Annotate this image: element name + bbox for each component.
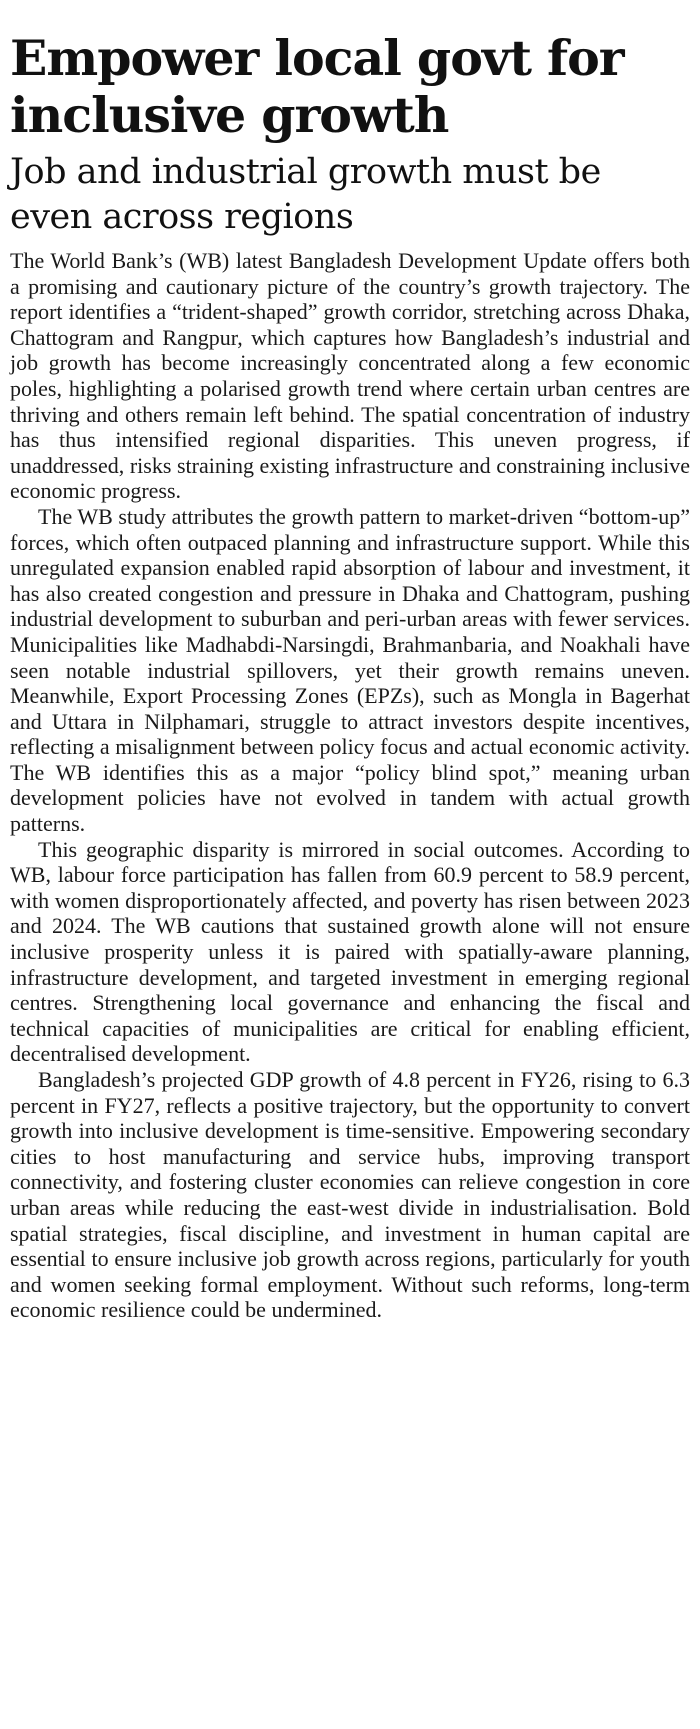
body-paragraph: Bangladesh’s projected GDP growth of 4.8 percent in FY26, rising to 6.3 percent in FY27, reflects a positive trajectory, but the opportunity to convert growth into inclusive development is time-sensitive. Empowering secondary cities to host manufacturing and service hubs, improving transport connectivity, and fostering cluster economies can relieve congestion in core urban areas while reducing the east-west divide in industrialisation. Bold spatial strategies, fiscal discipline, and investment in human capital are essential to ensure inclusive job growth across regions, particularly for youth and women seeking formal employment. Without such reforms, long-term economic resilience could be undermined.: [10, 1067, 690, 1323]
body-paragraph: The WB study attributes the growth pattern to market-driven “bottom-up” forces, which often outpaced planning and infrastructure support. While this unregulated expansion enabled rapid absorption of labour and investment, it has also created congestion and pressure in Dhaka and Chattogram, pushing industrial development to suburban and peri-urban areas with fewer services. Municipalities like Madhabdi-Narsingdi, Brahmanbaria, and Noakhali have seen notable industrial spillovers, yet their growth remains uneven. Meanwhile, Export Processing Zones (EPZs), such as Mongla in Bagerhat and Uttara in Nilphamari, struggle to attract investors despite incentives, reflecting a misalignment between policy focus and actual economic activity. The WB identifies this as a major “policy blind spot,” meaning urban development policies have not evolved in tandem with actual growth patterns.: [10, 503, 690, 837]
headline: Empower local govt for inclusive growth: [10, 29, 624, 144]
subheadline: Job and industrial growth must be even across regions: [10, 152, 601, 237]
article-body: [10, 248, 690, 1323]
body-paragraph: This geographic disparity is mirrored in social outcomes. According to WB, labour force participation has fallen from 60.9 percent to 58.9 percent, with women disproportionately affected, and poverty has risen between 2023 and 2024. The WB cautions that sustained growth alone will not ensure inclusive prosperity unless it is paired with spatially-aware planning, infrastructure development, and targeted investment in emerging regional centres. Strengthening local governance and enhancing the fiscal and technical capacities of municipalities are critical for enabling efficient, decentralised development.: [10, 836, 690, 1067]
body-paragraph: The World Bank’s (WB) latest Bangladesh Development Update offers both a promising and cautionary picture of the country’s growth trajectory. The report identifies a “trident-shaped” growth corridor, stretching across Dhaka, Chattogram and Rangpur, which captures how Bangladesh’s industrial and job growth has become increasingly concentrated along a few economic poles, highlighting a polarised growth trend where certain urban centres are thriving and others remain left behind. The spatial concentration of industry has thus intensified regional disparities. This uneven progress, if unaddressed, risks straining existing infrastructure and constraining inclusive economic progress.: [10, 248, 690, 504]
